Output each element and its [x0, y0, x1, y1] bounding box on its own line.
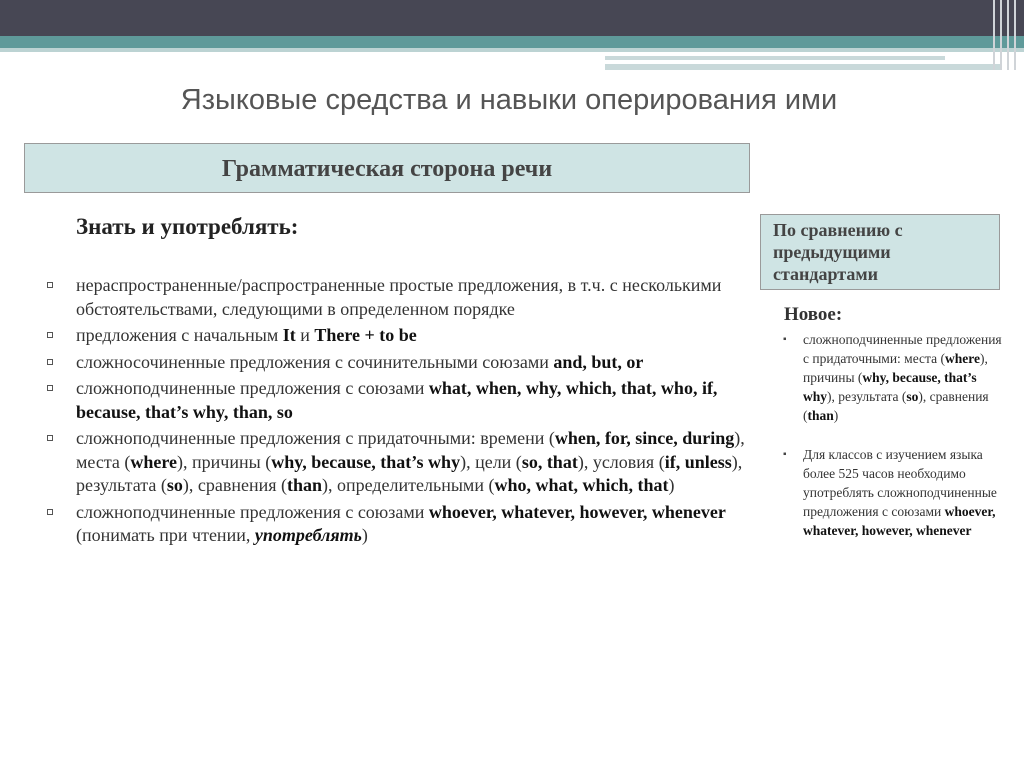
- item-text: (понимать при чтении,: [76, 525, 255, 545]
- item-text: сложноподчиненные предложения с союзами: [76, 378, 429, 398]
- list-item: [780, 445, 1005, 540]
- list-item: [46, 377, 746, 424]
- item-bold-text: whoever, whatever, however, whenever: [803, 504, 996, 538]
- item-text: ), причины (: [177, 451, 272, 472]
- item-text: ), сравнения (: [182, 475, 287, 495]
- item-text: сложноподчиненные предложения с придаточными: времени (: [76, 428, 555, 448]
- item-bold-text: who, what, which, that: [494, 475, 669, 495]
- teal-light-band: [0, 48, 1024, 52]
- new-heading: Новое:: [784, 304, 843, 325]
- square-bullet-icon: [47, 509, 53, 515]
- decor-vertical-line: [1014, 0, 1016, 70]
- item-text: ), места (: [76, 428, 745, 472]
- item-bold-text: where: [130, 451, 178, 472]
- decor-line: [605, 56, 945, 60]
- know-and-use-heading: Знать и употреблять:: [76, 214, 299, 239]
- item-bold-text: than: [287, 475, 323, 495]
- item-bold-text: so, that: [521, 451, 578, 472]
- decor-line: [605, 64, 1000, 70]
- requirements-list: [46, 274, 746, 551]
- item-bold-text: and, but, or: [553, 351, 644, 372]
- comparison-header-box: По сравнению с предыдущими стандартами: [760, 214, 1000, 290]
- item-bold-text: when, for, since, during: [554, 428, 735, 448]
- item-bold-text: why, because, that’s why: [803, 370, 977, 404]
- item-text: сложноподчиненные предложения с придаточными: места (: [803, 332, 1002, 366]
- item-text: Для классов с изучением языка более 525 часов необходимо употреблять сложноподчиненные предложения с союзами: [803, 447, 997, 519]
- list-item: [780, 330, 1005, 425]
- square-bullet-icon: [47, 359, 53, 365]
- list-item: [46, 324, 746, 348]
- item-text: ), причины (: [803, 351, 988, 385]
- item-text: ), результата (: [76, 451, 743, 495]
- item-text: ), результата (: [827, 389, 907, 404]
- square-bullet-icon: [47, 332, 53, 338]
- item-text: предложения с начальным: [76, 325, 283, 345]
- item-bold-text: It: [282, 325, 296, 345]
- item-text: сложносочиненные предложения с сочинительными союзами: [76, 351, 554, 372]
- item-bold-text: There + to be: [314, 325, 417, 345]
- item-text: ), определительными (: [322, 475, 495, 495]
- item-bold-text: so: [906, 389, 919, 404]
- grammar-header-box: Грамматическая сторона речи: [24, 143, 750, 193]
- list-item: [46, 501, 746, 548]
- item-text: ), сравнения (: [803, 389, 989, 423]
- bullet-icon: ▪: [783, 334, 787, 345]
- list-item: [46, 427, 746, 498]
- item-text: и: [295, 325, 315, 345]
- item-bold-text: where: [944, 351, 980, 366]
- item-text: сложноподчиненные предложения с союзами: [76, 501, 429, 522]
- list-item: [46, 274, 746, 321]
- item-bold-text: if, unless: [664, 451, 732, 472]
- new-items-list: [780, 330, 1005, 540]
- item-bold-italic-text: употреблять: [254, 525, 362, 545]
- square-bullet-icon: [47, 435, 53, 441]
- teal-band: [0, 36, 1024, 48]
- item-text: нераспространенные/распространенные простые предложения, в т.ч. с несколькими обстоятельствами, следующими в определенном порядке: [76, 275, 722, 319]
- square-bullet-icon: [47, 385, 53, 391]
- item-bold-text: what, when, why, which, that, who, if, because, that’s why, than, so: [76, 378, 718, 422]
- item-text: ): [668, 475, 675, 495]
- list-item: [46, 351, 746, 375]
- item-text: ): [361, 525, 368, 545]
- decor-vertical-line: [1000, 0, 1002, 70]
- square-bullet-icon: [47, 282, 53, 288]
- item-bold-text: than: [807, 408, 834, 423]
- item-bold-text: so: [166, 475, 183, 495]
- top-bar: [0, 0, 1024, 36]
- item-text: ): [833, 408, 839, 423]
- bullet-icon: ▪: [783, 449, 787, 460]
- item-text: ), условия (: [577, 451, 665, 472]
- slide-title: Языковые средства и навыки оперирования ими: [180, 84, 838, 116]
- item-bold-text: whoever, whatever, however, whenever: [428, 501, 726, 522]
- item-text: ), цели (: [460, 451, 522, 472]
- decor-vertical-line: [1007, 0, 1009, 70]
- item-bold-text: why, because, that’s why: [271, 451, 461, 472]
- decor-vertical-line: [993, 0, 995, 70]
